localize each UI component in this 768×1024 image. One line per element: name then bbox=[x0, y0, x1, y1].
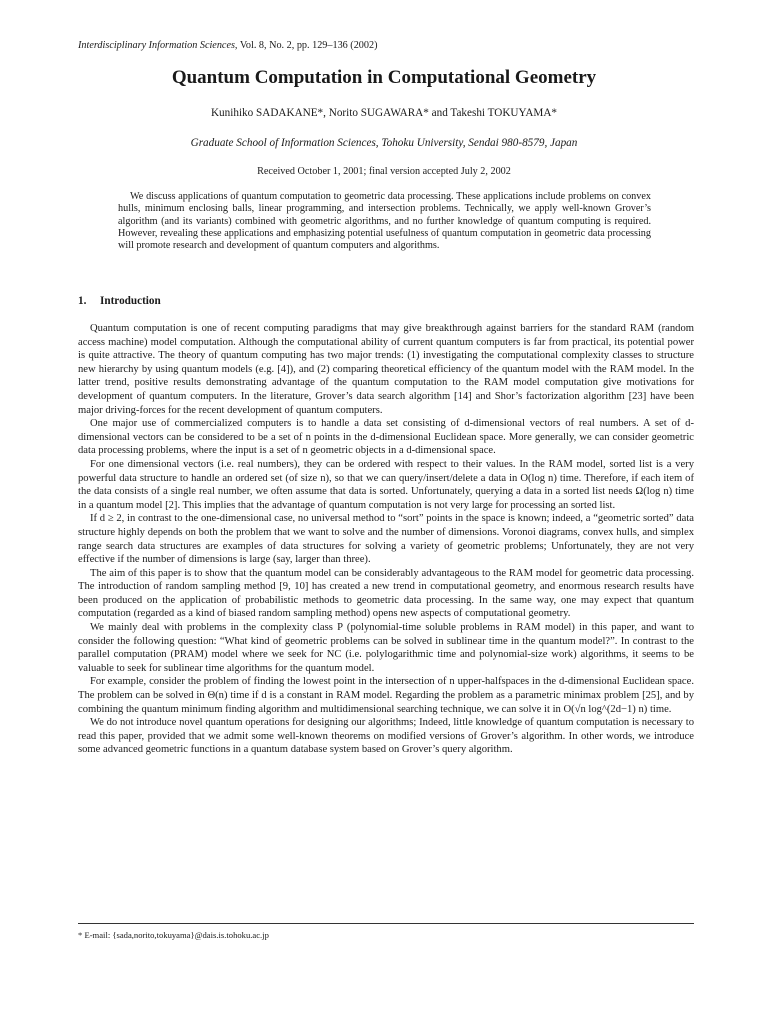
abstract: We discuss applications of quantum computation to geometric data processing. These applications include problems on convex hulls, minimum enclosing balls, linear programming, and intersection problems. Technically, we apply well-known Grover’s algorithm (and its variants) combined with geometric algorithms, and no further knowledge of quantum computing is required. However, revealing these applications and emphasizing potential usefulness of quantum computation in geometric data processing will promote research and development of quantum computers and algorithms. bbox=[118, 191, 651, 252]
section-title: Introduction bbox=[100, 295, 161, 307]
paragraph: We do not introduce novel quantum operations for designing our algorithms; Indeed, little knowledge of quantum computation is necessary to read this paper, provided that we admit some well-known theorems on modified versions of Grover’s algorithm. In other words, we introduce some advanced geometric functions in a quantum database system based on Grover’s query algorithm. bbox=[78, 717, 694, 756]
paragraph: One major use of commercialized computers is to handle a data set consisting of d-dimensional vectors of real numbers. A set of d-dimensional vectors can be considered to be a set of n points in the d-dimensional Euclidean space. More generally, we can consider geometric data processing problems, where the input is a set of n geometric objects in a d-dimensional space. bbox=[78, 418, 694, 457]
paragraph: If d ≥ 2, in contrast to the one-dimensional case, no universal method to “sort” points in the space is known; indeed, a “geometric sorted” data structure highly depends on both the problem that we want to solve and the number of dimensions. Voronoi diagrams, convex hulls, and simplex range search data structures are examples of data structures for solving a variety of geometric problems; Unfortunately, they are not very effective if the number of dimensions is large (say, larger than three). bbox=[78, 513, 694, 566]
author-list: Kunihiko SADAKANE*, Norito SUGAWARA* and Takeshi TOKUYAMA* bbox=[210, 107, 558, 119]
footnote-email: * E-mail: {sada,norito,tokuyama}@dais.is.tohoku.ac.jp bbox=[78, 930, 269, 940]
section-heading bbox=[78, 295, 161, 307]
received-date: Received October 1, 2001; final version accepted July 2, 2002 bbox=[257, 166, 511, 177]
journal-name: Interdisciplinary Information Sciences, bbox=[78, 40, 238, 51]
affiliation: Graduate School of Information Sciences, Tohoku University, Sendai 980-8579, Japan bbox=[190, 137, 578, 149]
paragraph: For one dimensional vectors (i.e. real numbers), they can be ordered with respect to their values. In the RAM model, sorted list is a very powerful data structure to handle an ordered set (of size n), so that we can query/insert/delete a data in O(log n) time. Therefore, if each item of the data consists of a single real number, we often assume that data is sorted. Unfortunately, querying a data in a sorted list needs Ω(log n) time in a quantum model [2]. This implies that the advantage of quantum computation is not very large for processing an sorted list. bbox=[78, 458, 694, 511]
paragraph: We mainly deal with problems in the complexity class P (polynomial-time soluble problems in RAM model) in this paper, and want to consider the following question: “What kind of geometric problems can be solved in sublinear time in the quantum model?”. In contrast to the parallel computation (PRAM) model where we seek for NC (i.e. polylogarithmic time and polynomial-size work) algorithms, it seems to be valuable to seek for sublinear time algorithms for the quantum model. bbox=[78, 622, 694, 674]
footnote-divider bbox=[78, 923, 694, 924]
paragraph: Quantum computation is one of recent computing paradigms that may give breakthrough against barriers for the standard RAM (random access machine) model computation. Although the computational ability of current quantum computers is far from practical, its potential power is quite attractive. The theory of quantum computing has two major trends: (1) investigating the computational complexity classes to structure new hierarchy by using quantum models (e.g. [4]), and (2) comparing theoretical efficiency of the quantum model with the RAM model. In the latter trend, positive results demonstrating advantage of the quantum computation to the RAM model computation give motivations for development of quantum computers. In the literature, Grover’s data search algorithm [14] and Shor’s factorization algorithm [23] have been major driving-forces for the recent development of quantum computers. bbox=[78, 323, 694, 416]
paragraph: The aim of this paper is to show that the quantum model can be considerably advantageous to the RAM model for geometric data processing. The introduction of random sampling method [9, 10] has created a new trend in computational geometry, and enormous research results have been produced on the application of probabilistic methods to geometric data processing. In the same way, one may expect that quantum computation (regarded as a kind of biased random sampling method) opens new aspects of computational geometry. bbox=[78, 567, 694, 620]
paper-title: Quantum Computation in Computational Geometry bbox=[171, 67, 597, 88]
paragraph: For example, consider the problem of finding the lowest point in the intersection of n upper-halfspaces in the d-dimensional Euclidean space. The problem can be solved in Θ(n) time if d is a constant in RAM model. Regarding the problem as a parametric minimax problem [25], and by combining the quantum minimum finding algorithm and multidimensional searching technique, we can solve it in O(√n log^(2d−1) n) time. bbox=[78, 676, 694, 715]
section-number: 1. bbox=[78, 295, 87, 307]
journal-volume-info: Vol. 8, No. 2, pp. 129–136 (2002) bbox=[237, 40, 378, 51]
section-body bbox=[78, 322, 694, 757]
journal-header bbox=[78, 40, 698, 51]
